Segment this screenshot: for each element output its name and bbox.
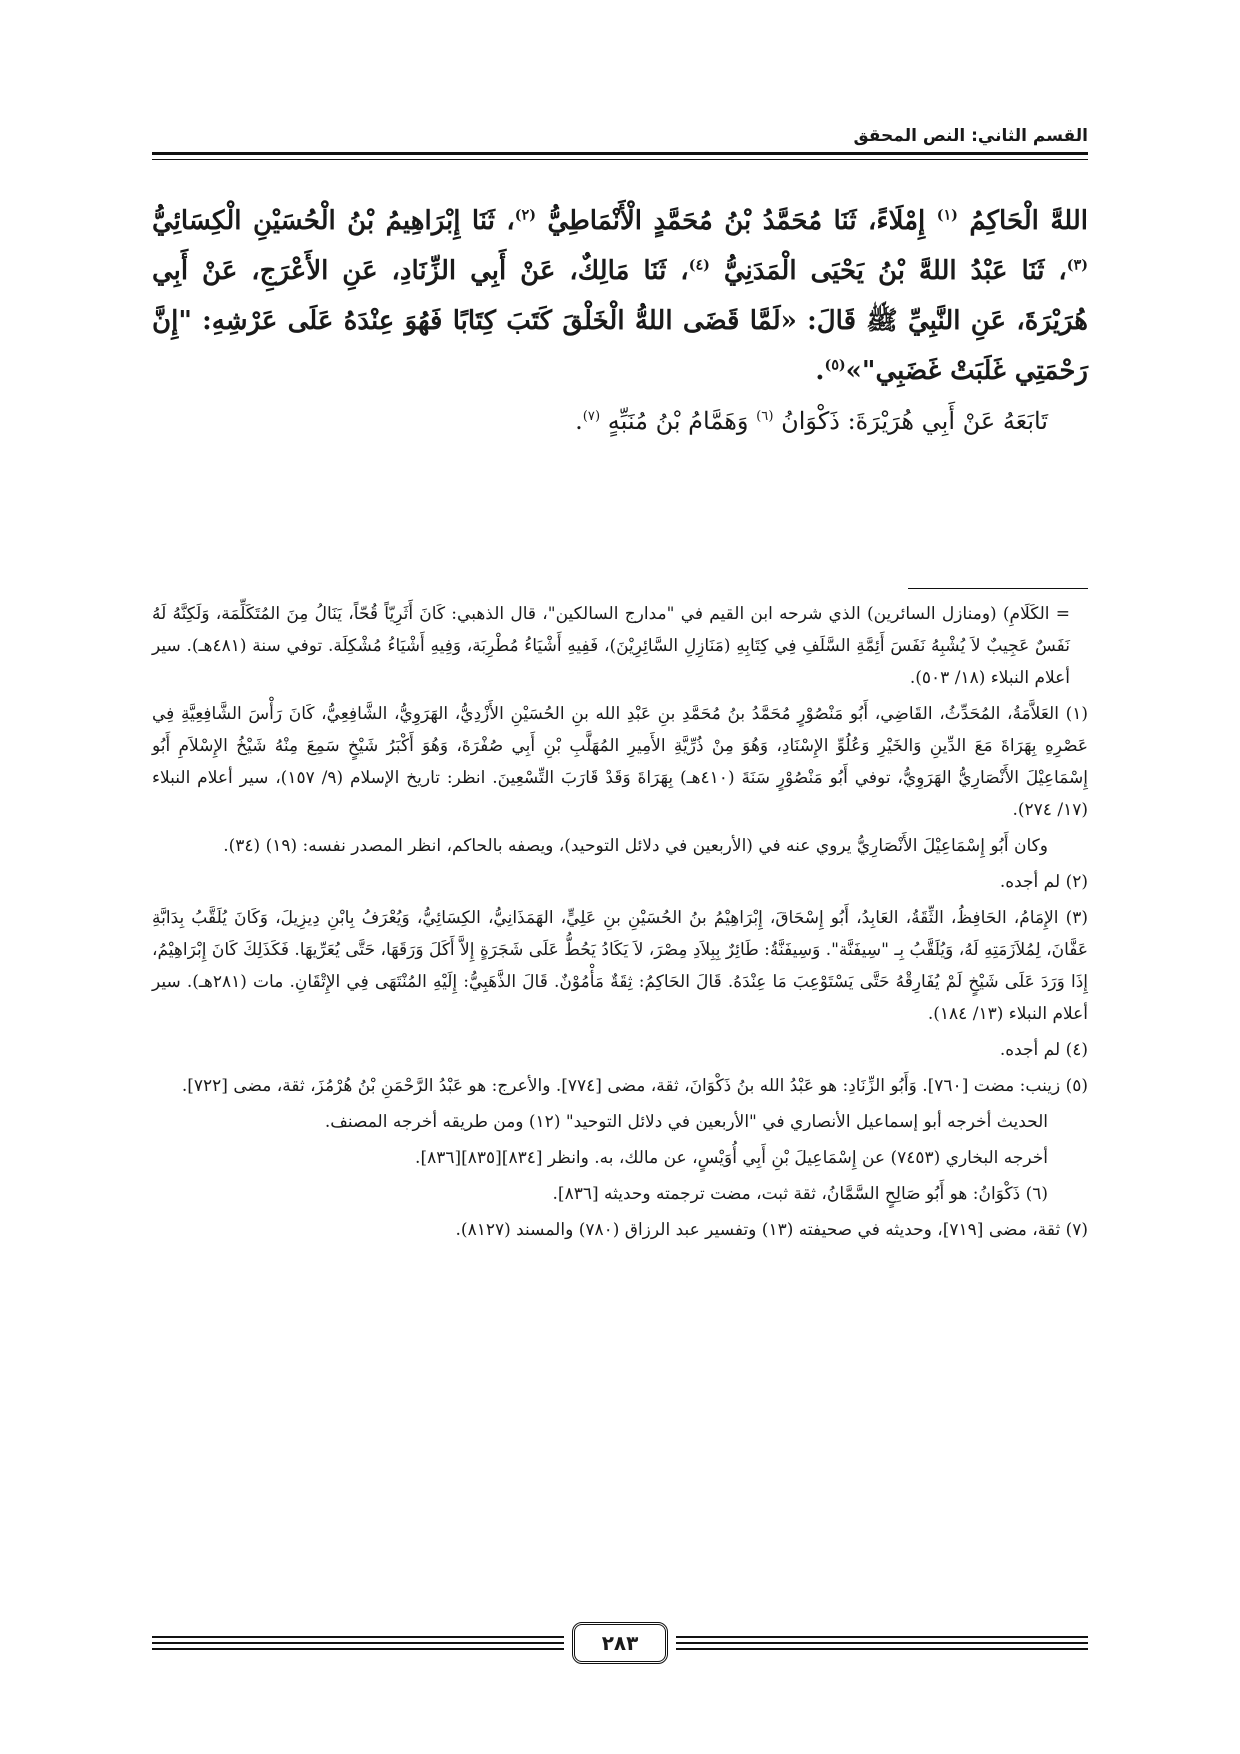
header-rule-thin: [152, 159, 1088, 160]
text-segment: .: [575, 407, 583, 435]
footnote-ref-6[interactable]: (٦): [756, 409, 774, 424]
mutaba-paragraph: [152, 396, 1088, 446]
footnote-ref-5[interactable]: (٥): [824, 357, 846, 374]
footnote-7: (٧) ثقة، مضى [٧١٩]، وحديثه في صحيفته (١٣) وتفسير عبد الرزاق (٧٨٠) والمسند (٨١٢٧).: [455, 1220, 1088, 1240]
footnote-4: (٤) لم أجده.: [999, 1040, 1088, 1060]
page-number: ٢٨٣: [572, 1622, 668, 1664]
footnote-ref-7[interactable]: (٧): [582, 409, 601, 424]
footnote-1: (١) العَلاَّمَةُ، المُحَدِّثُ، القَاضِي، أَبُو مَنْصُوْرٍ مُحَمَّدُ بنُ مُحَمَّدِ بنِ عَبْدِ الله بنِ الحُسَيْنِ الأَزْدِيُّ، الهَرَوِيُّ، الشَّافِعِيُّ، كَانَ رَأْسَ الشَّافِعِيَّةِ فِي عَصْرِهِ بِهَرَاةَ مَعَ الدِّينِ وَالخَيْرِ وَعُلُوِّ الإِسْنَادِ، وَهُوَ مِنْ ذُرِّيَّةِ الأَمِيرِ المُهَلَّبِ بْنِ أَبِي صُفْرَةَ، وَهُوَ أَكْبَرُ شَيْخٍ سَمِعَ مِنْهُ شَيْخُ الإِسْلاَمِ أَبُو إِسْمَاعِيْلَ الأَنْصَارِيُّ الهَرَوِيُّ، توفي أَبُو مَنْصُوْرٍ سَنَةَ (٤١٠هـ) بِهَرَاةَ وَقَدْ قَارَبَ التِّسْعِينَ. انظر: تاريخ الإسلام (٩/ ١٥٧)، سير أعلام النبلاء (١٧/ ٢٧٤).: [152, 704, 1089, 820]
footnotes: [152, 598, 1088, 1250]
text-segment: تَابَعَهُ عَنْ أَبِي هُرَيْرَةَ: ذَكْوَانُ: [773, 407, 1048, 435]
main-text: [152, 196, 1088, 446]
footnote-5: (٥) زينب: مضت [٧٦٠]. وَأَبُو الزِّنَادِ: هو عَبْدُ الله بنُ ذَكْوَانَ، ثقة، مضى [٧٧٤]. والأعرج: هو عَبْدُ الرَّحْمَنِ بْنُ هُرْمُزَ، ثقة، مضى [٧٢٢].: [181, 1076, 1088, 1096]
footnote-ref-3[interactable]: (٣): [1066, 257, 1088, 274]
text-segment: وَهَمَّامُ بْنُ مُنَبِّهٍ: [600, 407, 757, 435]
text-segment: .: [815, 356, 825, 386]
text-segment: ، ثَنَا مَالِكٌ، عَنْ أَبِي الزِّنَادِ، عَنِ الأَعْرَجِ، عَنْ أَبِي هُرَيْرَةَ، عَنِ النَّبِيِّ ﷺ قَالَ: «لَمَّا قَضَى اللهُّ الْخَلْقَ كَتَبَ كِتَابًا فَهُوَ عِنْدَهُ عَلَى عَرْشِهِ:: [152, 256, 1088, 336]
text-segment: ، ثَنَا إِبْرَاهِيمُ بْنُ الْحُسَيْنِ الْكِسَائِيُّ: [152, 206, 515, 236]
footer-rule: [676, 1642, 1088, 1644]
footnote-3: (٣) الإِمَامُ، الحَافِظُ، الثِّقَةُ، العَابِدُ، أَبُو إِسْحَاقَ، إِبْرَاهِيْمُ بنُ الحُسَيْنِ بنِ عَلِيٍّ، الهَمَذَانِيُّ، الكِسَائِيُّ، وَيُعْرَفُ بِابْنِ دِيزِيلَ، وَكَانَ يُلَقَّبُ بِدَابَّةِ عَفَّانَ، لِمُلاَزَمَتِهِ لَهُ، وَيُلَقَّبُ بِـ "سِيفَنَّة". وَسِيفَنَّةُ: طَائِرٌ بِبِلاَدِ مِصْرَ، لاَ يَكَادُ يَحُطُّ عَلَى شَجَرَةٍ إِلاَّ أَكَلَ وَرَقَهَا، حَتَّى يُعَرِّيهَا. فَكَذَلِكَ كَانَ إِبْرَاهِيْمُ، إِذَا وَرَدَ عَلَى شَيْخٍ لَمْ يُفَارِقْهُ حَتَّى يَسْتَوْعِبَ مَا عِنْدَهُ. قَالَ الحَاكِمُ: ثِقَةٌ مَأْمُوْنٌ. قَالَ الذَّهَبِيُّ: إِلَيْهِ المُنْتَهَى فِي الإِتْقَانِ. مات (٢٨١هـ). سير أعلام النبلاء (١٣/ ١٨٤).: [152, 908, 1088, 1024]
footer-rule: [152, 1642, 564, 1644]
footnote-6: (٦) ذَكْوَانُ: هو أَبُو صَالِحٍ السَّمَّانُ، ثقة ثبت، مضت ترجمته وحديثه [٨٣٦].: [552, 1184, 1048, 1204]
text-segment: ، ثَنَا عَبْدُ اللهَّ بْنُ يَحْيَى الْمَدَنِيُّ: [709, 256, 1067, 286]
footnote-1-note: وكان أَبُو إِسْمَاعِيْلَ الأَنْصَارِيُّ يروي عنه في (الأربعين في دلائل التوحيد)، ويصفه بالحاكم، انظر المصدر نفسه: (١٩) (٣٤).: [223, 836, 1048, 856]
section-title: القسم الثاني: النص المحقق: [853, 126, 1088, 146]
footnote-2: (٢) لم أجده.: [999, 872, 1088, 892]
footer-rule: [676, 1636, 1088, 1638]
text-segment: اللهَّ الْحَاكِمُ: [957, 206, 1089, 236]
header-rule-thick: [152, 152, 1088, 155]
footnote-ref-4[interactable]: (٤): [688, 257, 710, 274]
text-segment: »: [845, 356, 862, 386]
hadith-quote: "إِنَّ رَحْمَتِي غَلَبَتْ غَضَبِي": [152, 306, 1088, 386]
text-segment: إِمْلَاءً، ثَنَا مُحَمَّدُ بْنُ مُحَمَّدٍ الْأَنْمَاطِيُّ: [535, 206, 937, 236]
footnote-separator: [908, 588, 1088, 589]
page-footer: [152, 1614, 1088, 1674]
footer-rule: [676, 1648, 1088, 1650]
footnote-5-bukhari: أخرجه البخاري (٧٤٥٣) عن إِسْمَاعِيلَ بْنِ أَبِي أُوَيْسٍ، عن مالك، به. وانظر [٨٣٤][٨٣٥][٨٣٦].: [415, 1148, 1048, 1168]
footnote-ref-1[interactable]: (١): [936, 207, 958, 224]
footer-rule: [152, 1636, 564, 1638]
footer-rule: [152, 1648, 564, 1650]
footnote-continuation: = الكَلَامِ) (ومنازل السائرين) الذي شرحه ابن القيم في "مدارج السالكين"، قال الذهبي: كَانَ أَثَرِيّاً قُحّاً، يَنَالُ مِنَ المُتَكَلِّمَة، وَلَكِنَّهُ لَهُ نَفَسٌ عَجِيبٌ لاَ يُشْبِهُ نَفَسَ أَئِمَّةِ السَّلَفِ فِي كِتَابِهِ (مَنَازِلِ السَّائِرِيْنَ)، فَفِيهِ أَشْيَاءُ مُطْرِبَة، وَفِيهِ أَشْيَاءُ مُشْكِلَة. توفي سنة (٤٨١هـ). سير أعلام النبلاء (١٨/ ٥٠٣).: [152, 604, 1071, 688]
footnote-ref-2[interactable]: (٢): [514, 207, 536, 224]
hadith-paragraph: [152, 196, 1088, 396]
footnote-5-takhrij: الحديث أخرجه أبو إسماعيل الأنصاري في "الأربعين في دلائل التوحيد" (١٢) ومن طريقه أخرجه المصنف.: [324, 1112, 1048, 1132]
